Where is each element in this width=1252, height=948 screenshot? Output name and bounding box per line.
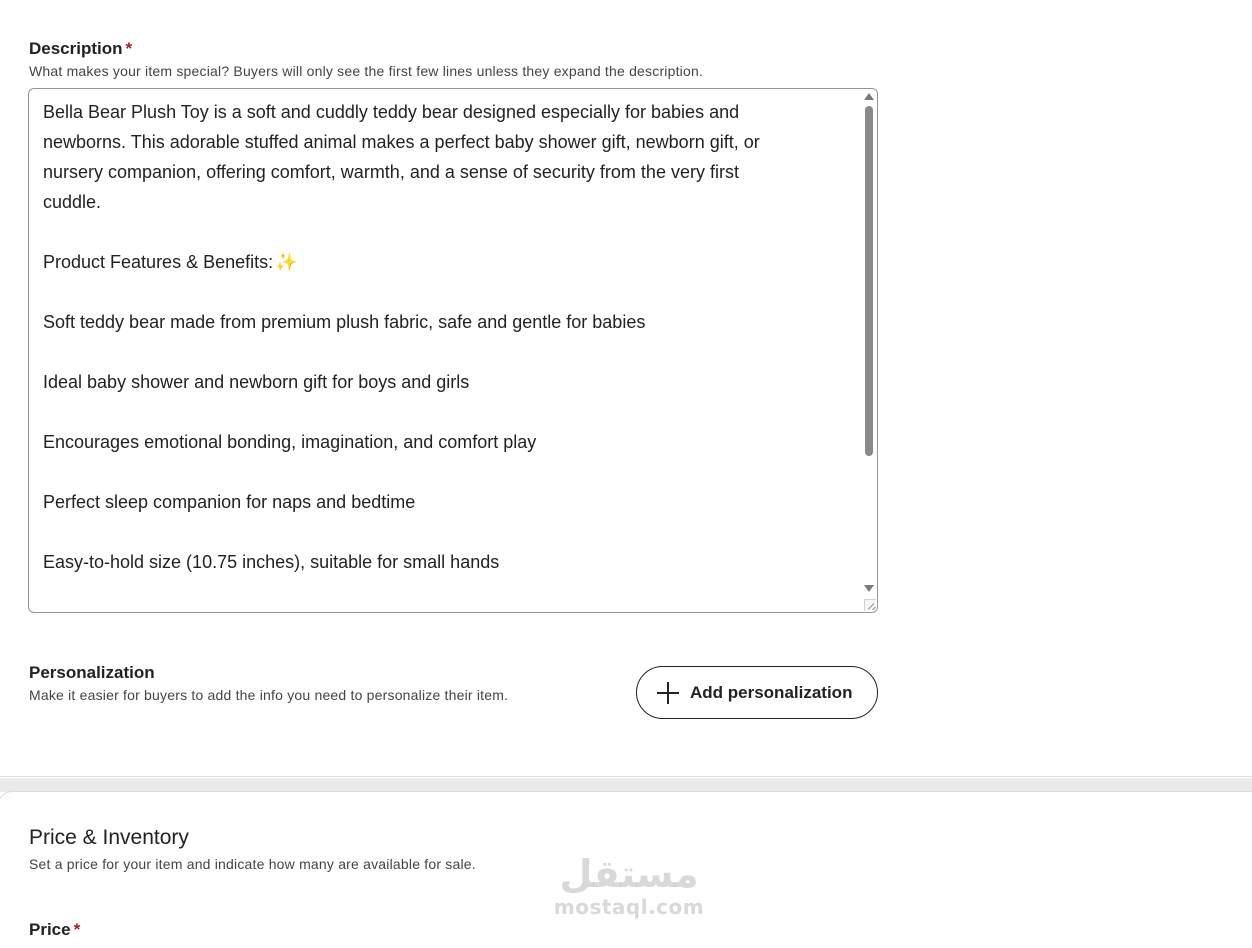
price-inventory-help-text: Set a price for your item and indicate how many are available for sale.	[29, 856, 476, 872]
description-content[interactable]	[43, 97, 843, 577]
description-line: Soft teddy bear made from premium plush fabric, safe and gentle for babies	[43, 312, 646, 332]
description-help-text: What makes your item special? Buyers will only see the first few lines unless they expand the description.	[29, 63, 704, 79]
description-blank-line	[43, 517, 843, 547]
features-heading: Product Features & Benefits:	[43, 252, 274, 272]
required-marker: *	[125, 39, 133, 58]
description-line: Bella Bear Plush Toy is a soft and cuddly teddy bear designed especially for babies and	[43, 102, 740, 122]
description-blank-line	[43, 397, 843, 427]
scrollbar-thumb[interactable]	[865, 106, 873, 456]
price-label	[29, 920, 80, 940]
description-line-features	[43, 247, 843, 277]
resize-handle-icon[interactable]	[864, 599, 876, 611]
description-line: nursery companion, offering comfort, warmth, and a sense of security from the very first	[43, 162, 739, 182]
description-title: Description	[29, 39, 123, 58]
add-personalization-label: Add personalization	[690, 682, 853, 702]
required-marker: *	[73, 920, 81, 939]
scroll-up-arrow-icon[interactable]	[864, 93, 874, 100]
description-label	[29, 39, 132, 59]
plus-icon	[657, 682, 679, 704]
description-line: Easy-to-hold size (10.75 inches), suitable for small hands	[43, 552, 500, 572]
scroll-down-arrow-icon[interactable]	[864, 585, 874, 592]
description-blank-line	[43, 337, 843, 367]
description-line: newborns. This adorable stuffed animal makes a perfect baby shower gift, newborn gift, or	[43, 132, 760, 152]
price-inventory-title: Price & Inventory	[29, 826, 189, 849]
watermark-arabic: مستقل	[559, 852, 699, 896]
textarea-scrollbar[interactable]	[861, 89, 877, 612]
description-line: cuddle.	[43, 192, 102, 212]
personalization-help-text: Make it easier for buyers to add the info you need to personalize their item.	[29, 687, 509, 703]
description-line: Encourages emotional bonding, imagination, and comfort play	[43, 432, 537, 452]
description-textarea[interactable]	[28, 88, 878, 613]
description-blank-line	[43, 277, 843, 307]
personalization-title: Personalization	[29, 663, 155, 682]
price-title: Price	[29, 920, 71, 939]
description-line: Ideal baby shower and newborn gift for boys and girls	[43, 372, 470, 392]
add-personalization-button[interactable]	[636, 666, 878, 719]
watermark-latin: mostaql.com	[553, 895, 705, 919]
section-divider	[0, 778, 1252, 792]
description-line: Perfect sleep companion for naps and bedtime	[43, 492, 416, 512]
sparkles-icon: ✨	[275, 252, 298, 272]
description-blank-line	[43, 217, 843, 247]
description-blank-line	[43, 457, 843, 487]
